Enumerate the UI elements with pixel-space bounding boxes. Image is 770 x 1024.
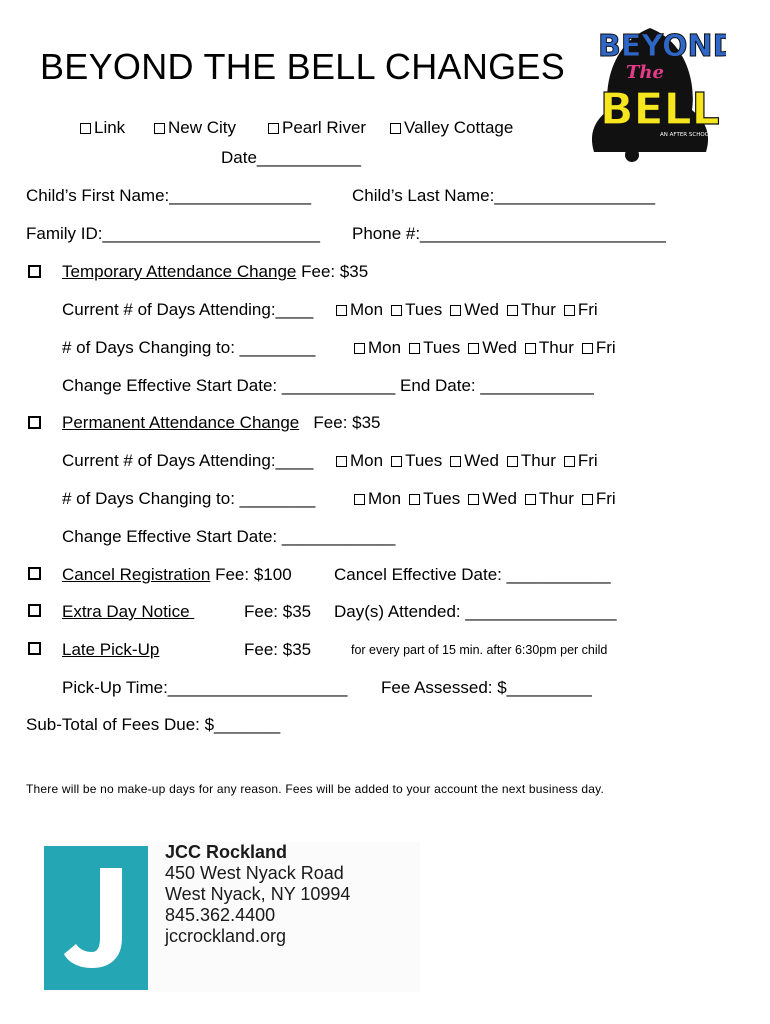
temporary-change-checkbox[interactable] [28,265,41,278]
day-option[interactable]: Fri [564,300,598,319]
checkbox-icon[interactable] [582,343,593,354]
checkbox-icon[interactable] [450,456,461,467]
checkbox-icon[interactable] [391,305,402,316]
extra-day-title: Extra Day Notice [62,602,190,621]
day-option[interactable]: Mon [336,451,383,470]
day-option[interactable]: Mon [336,300,383,319]
permanent-current-days-field[interactable]: Current # of Days Attending:____ [62,451,314,470]
days-attended-field[interactable]: Day(s) Attended: ________________ [334,602,617,621]
location-option-valley-cottage[interactable]: Valley Cottage [390,118,513,138]
day-option[interactable]: Fri [582,489,616,508]
subtotal-field[interactable]: Sub-Total of Fees Due: $_______ [26,715,281,734]
day-option[interactable]: Thur [507,451,556,470]
late-pickup-fee: Fee: $35 [244,640,312,659]
day-option[interactable]: Wed [450,451,499,470]
checkbox-icon[interactable] [450,305,461,316]
permanent-changing-days-field[interactable]: # of Days Changing to: ________ [62,489,316,508]
checkbox-icon[interactable] [336,456,347,467]
permanent-changing-days-checkboxes [354,489,624,509]
permanent-change-row: Permanent Attendance Change Fee: $35 [62,413,381,432]
day-option[interactable]: Tues [391,451,442,470]
checkbox-icon[interactable] [391,456,402,467]
jcc-j-logo-icon [44,846,148,990]
temporary-change-row: Temporary Attendance Change Fee: $35 [62,262,369,281]
location-option-new-city[interactable]: New City [154,118,236,138]
checkbox-icon[interactable] [154,123,165,134]
jcc-phone: 845.362.4400 [165,905,276,925]
checkbox-icon[interactable] [525,343,536,354]
checkbox-icon[interactable] [390,123,401,134]
permanent-effective-date-field[interactable]: Change Effective Start Date: ____________ [62,527,396,546]
late-pickup-note: for every part of 15 min. after 6:30pm per child [351,643,608,657]
late-pickup-title: Late Pick-Up [62,640,160,659]
cancel-registration-checkbox[interactable] [28,567,41,580]
child-first-name-field[interactable]: Child’s First Name:_______________ [26,186,312,205]
checkbox-icon[interactable] [354,494,365,505]
late-pickup-checkbox[interactable] [28,642,41,655]
svg-text:BELL: BELL [600,84,720,135]
temporary-changing-days-checkboxes [354,338,624,358]
checkbox-icon[interactable] [564,456,575,467]
day-option[interactable]: Fri [564,451,598,470]
day-option[interactable]: Tues [391,300,442,319]
checkbox-icon[interactable] [336,305,347,316]
svg-text:AN AFTER SCHOOL CARE PROGRAM: AN AFTER SCHOOL CAR [660,132,726,138]
temporary-current-days-checkboxes [336,300,606,320]
day-option[interactable]: Tues [409,489,460,508]
family-id-field[interactable]: Family ID:_______________________ [26,224,320,243]
jcc-name: JCC Rockland [165,842,288,862]
jcc-address-line1: 450 West Nyack Road [165,863,344,883]
checkbox-icon[interactable] [507,456,518,467]
checkbox-icon[interactable] [525,494,536,505]
phone-field[interactable]: Phone #:__________________________ [352,224,666,243]
pickup-time-field[interactable]: Pick-Up Time:___________________ [62,678,348,697]
day-option[interactable]: Fri [582,338,616,357]
jcc-address-line2: West Nyack, NY 10994 [165,884,351,904]
jcc-rockland-block [44,842,420,992]
cancel-effective-date-field[interactable]: Cancel Effective Date: ___________ [334,565,611,584]
jcc-contact [165,842,350,947]
day-option[interactable]: Wed [468,489,517,508]
checkbox-icon[interactable] [409,494,420,505]
checkbox-icon[interactable] [409,343,420,354]
checkbox-icon[interactable] [582,494,593,505]
temporary-current-days-field[interactable]: Current # of Days Attending:____ [62,300,314,319]
day-option[interactable]: Wed [450,300,499,319]
checkbox-icon[interactable] [564,305,575,316]
checkbox-icon[interactable] [468,343,479,354]
extra-day-checkbox[interactable] [28,604,41,617]
permanent-change-checkbox[interactable] [28,416,41,429]
day-option[interactable]: Tues [409,338,460,357]
footer-note: There will be no make-up days for any reason. Fees will be added to your account the next business day. [26,782,605,796]
cancel-registration-title: Cancel Registration Fee: $100 [62,565,292,584]
day-option[interactable]: Wed [468,338,517,357]
checkbox-icon[interactable] [80,123,91,134]
date-field[interactable]: Date___________ [221,148,361,167]
checkbox-icon[interactable] [468,494,479,505]
location-option-pearl-river[interactable]: Pearl River [268,118,366,138]
svg-text:The: The [626,62,664,83]
day-option[interactable]: Mon [354,489,401,508]
day-option[interactable]: Mon [354,338,401,357]
beyond-the-bell-logo [574,12,726,164]
day-option[interactable]: Thur [507,300,556,319]
jcc-website[interactable]: jccrockland.org [165,926,287,946]
checkbox-icon[interactable] [354,343,365,354]
checkbox-icon[interactable] [507,305,518,316]
temporary-changing-days-field[interactable]: # of Days Changing to: ________ [62,338,316,357]
page-title: BEYOND THE BELL CHANGES [40,46,566,87]
temporary-effective-dates-field[interactable]: Change Effective Start Date: ____________ End Date: ____________ [62,376,594,395]
location-option-link[interactable]: Link [80,118,125,138]
fee-assessed-field[interactable]: Fee Assessed: $_________ [381,678,592,697]
extra-day-fee: Fee: $35 [244,602,312,621]
checkbox-icon[interactable] [268,123,279,134]
child-last-name-field[interactable]: Child’s Last Name:_________________ [352,186,656,205]
svg-text:BEYOND: BEYOND [598,29,726,64]
day-option[interactable]: Thur [525,338,574,357]
permanent-current-days-checkboxes [336,451,606,471]
day-option[interactable]: Thur [525,489,574,508]
